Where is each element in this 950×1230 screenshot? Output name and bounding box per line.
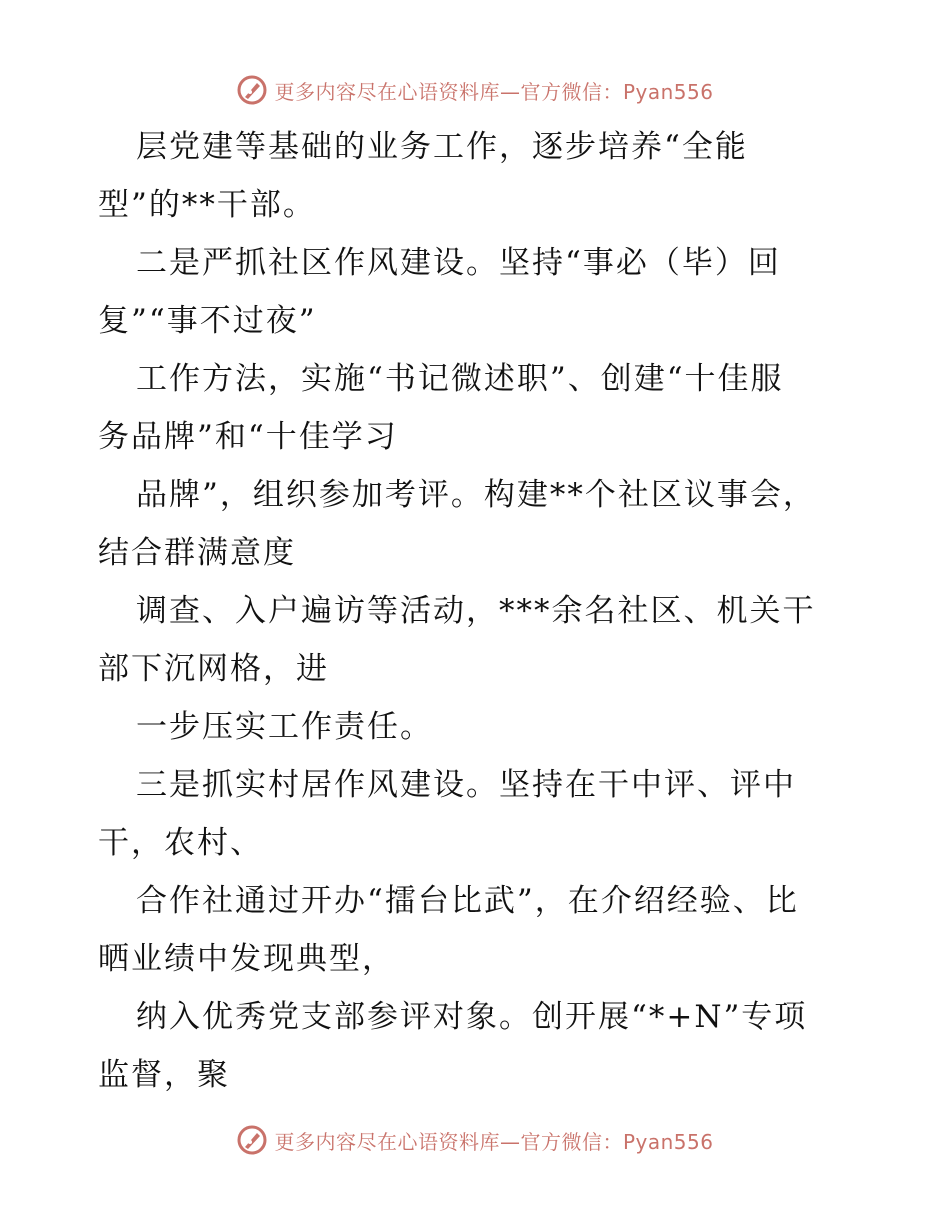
header-banner: [0, 70, 950, 110]
paragraph-line: 监督，聚: [98, 1057, 230, 1093]
paragraph-line: 工作方法，实施“书记微述职”、创建“十佳服: [136, 361, 784, 397]
paragraph-line: 干，农村、: [98, 825, 263, 861]
footer-banner: [0, 1120, 950, 1160]
footer-banner-text: 更多内容尽在心语资料库—官方微信：Pyan556: [274, 1129, 714, 1154]
paragraph-line: 一步压实工作责任。: [136, 709, 433, 745]
paragraph-line: 复”“事不过夜”: [98, 303, 317, 339]
paragraph-line: 务品牌”和“十佳学习: [98, 419, 398, 455]
paragraph-line: 纳入优秀党支部参评对象。创开展“*+N”专项: [136, 999, 808, 1035]
paragraph-line: 晒业绩中发现典型，: [98, 941, 395, 977]
paragraph-line: 品牌”，组织参加考评。构建**个社区议事会，: [136, 477, 816, 513]
paragraph-line: 型”的**干部。: [98, 187, 316, 223]
paragraph-line: 调查、入户遍访等活动，***余名社区、机关干: [136, 593, 816, 629]
paragraph-line: 二是严抓社区作风建设。坚持“事必（毕）回: [136, 245, 781, 281]
paragraph-line: 部下沉网格，进: [98, 651, 329, 687]
pen-nib-logo-icon: [236, 74, 268, 106]
paragraph-line: 三是抓实村居作风建设。坚持在干中评、评中: [136, 767, 796, 803]
header-banner-text: 更多内容尽在心语资料库—官方微信：Pyan556: [274, 79, 714, 104]
pen-nib-logo-icon: [236, 1124, 268, 1156]
paragraph-line: 合作社通过开办“擂台比武”，在介绍经验、比: [136, 883, 799, 919]
paragraph-line: 层党建等基础的业务工作，逐步培养“全能: [136, 129, 748, 165]
document-body: [98, 118, 888, 1104]
paragraph-line: 结合群满意度: [98, 535, 296, 571]
